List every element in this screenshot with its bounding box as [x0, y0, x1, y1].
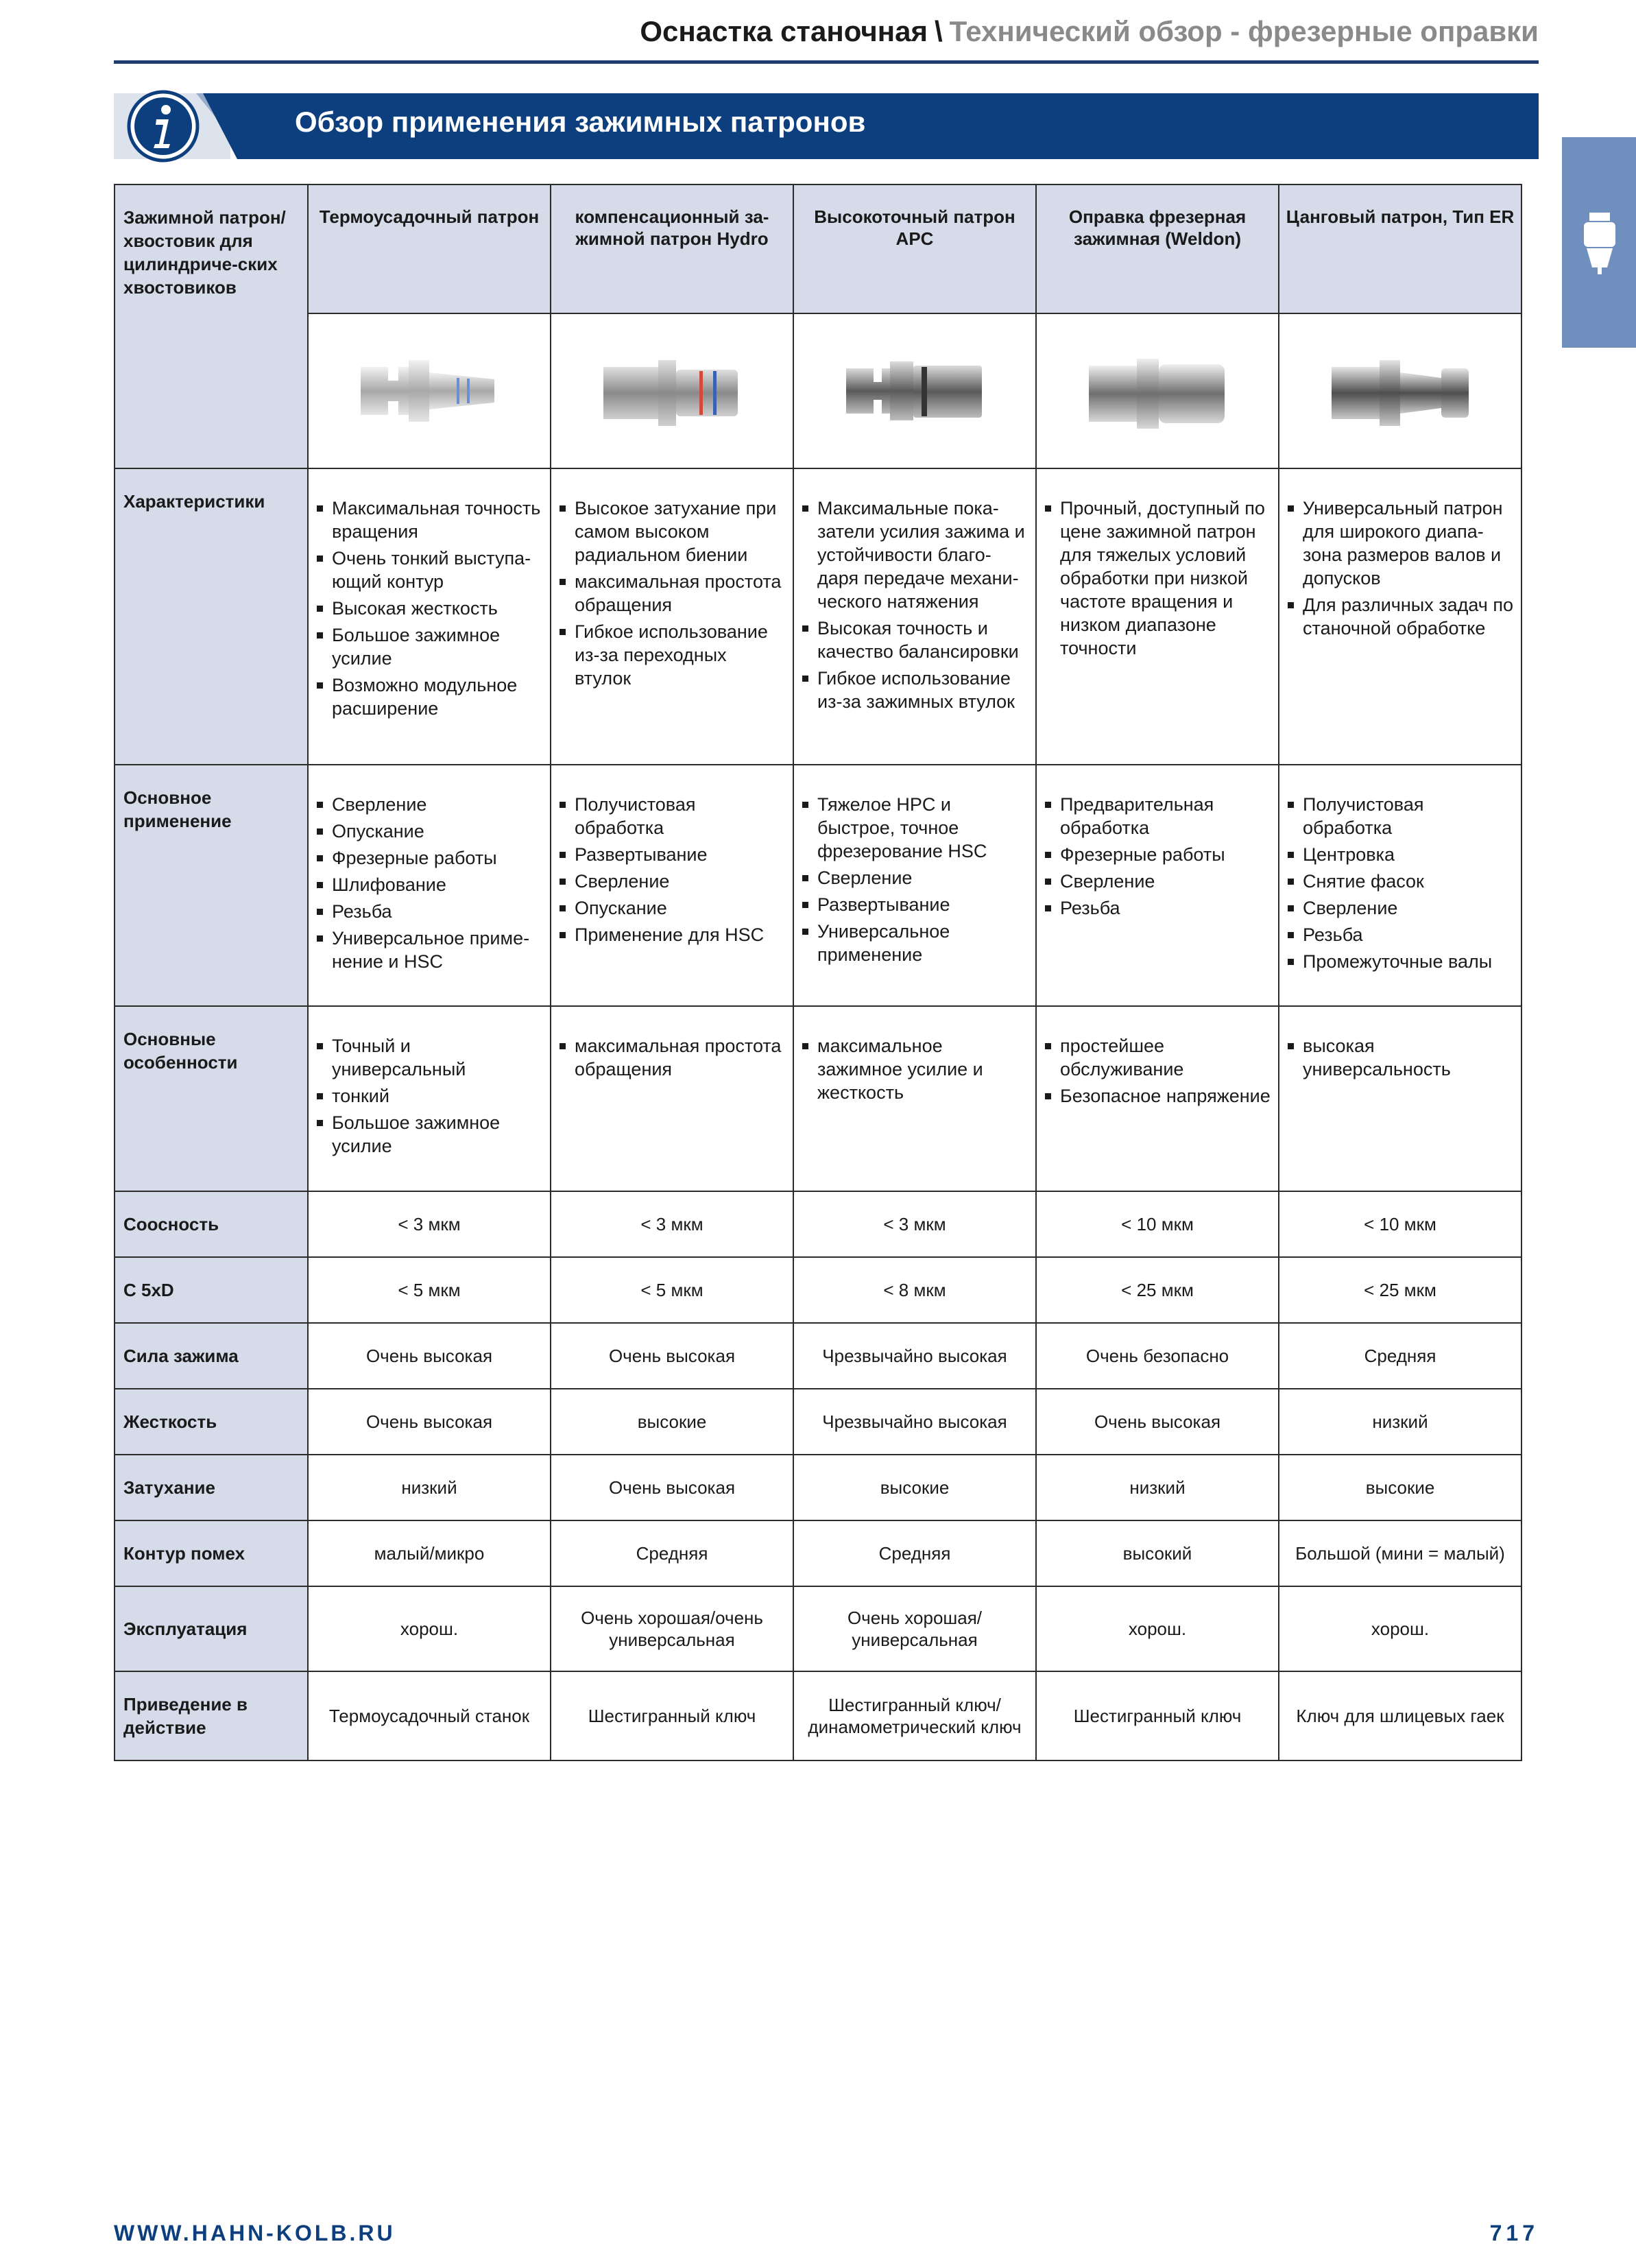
footer-url[interactable]: WWW.HAHN-KOLB.RU [114, 2221, 396, 2245]
table-cell: Шестигранный ключ [551, 1671, 793, 1760]
bullet-list [551, 469, 793, 700]
list-item: Сверление [801, 866, 1028, 890]
bullet-list [1279, 469, 1521, 650]
shrink-chuck-image [308, 313, 551, 468]
list-item: Высокая точность и качество балансировки [801, 617, 1028, 663]
table-cell: малый/микро [308, 1520, 551, 1586]
row-c5xd [115, 1257, 1521, 1323]
list-item: Фрезерные работы [1044, 843, 1271, 866]
cell-list [793, 765, 1036, 1006]
cell-list [308, 1006, 551, 1191]
list-item: Сверление [1286, 896, 1514, 920]
bullet-list [794, 469, 1035, 724]
table-cell: Ключ для шлицевых гаек [1279, 1671, 1521, 1760]
table-cell: Средняя [551, 1520, 793, 1586]
bullet-list [794, 1007, 1035, 1114]
table-cell: хорош. [1279, 1586, 1521, 1671]
header-main-title: Оснастка станочная [640, 15, 928, 47]
table-cell: Очень хорошая/очень универсальная [551, 1586, 793, 1671]
list-item: Универсальное приме-нение и HSC [315, 927, 543, 973]
list-item: максимальная простота обращения [558, 570, 786, 617]
table-cell: < 25 мкм [1036, 1257, 1279, 1323]
table-cell: высокие [793, 1455, 1036, 1520]
row-label: Приведение в действие [115, 1671, 308, 1760]
column-header: Высокоточный патрон APC [793, 184, 1036, 313]
row-concentricity [115, 1191, 1521, 1257]
cell-list [551, 468, 793, 765]
image-row [115, 313, 1521, 468]
table-cell: Очень хорошая/ универсальная [793, 1586, 1036, 1671]
list-item: Снятие фасок [1286, 870, 1514, 893]
list-item: Максимальные пока-затели усилия зажима и устойчивости благо-даря передаче механи-ческого натяжения [801, 497, 1028, 613]
row-main-application [115, 765, 1521, 1006]
table-cell: < 3 мкм [308, 1191, 551, 1257]
list-item: простейшее обслуживание [1044, 1034, 1271, 1081]
er-collet-chuck-image [1279, 313, 1521, 468]
table-cell: < 3 мкм [551, 1191, 793, 1257]
bullet-list [309, 765, 550, 983]
row-actuation [115, 1671, 1521, 1760]
list-item: Большое зажимное усилие [315, 1111, 543, 1158]
cell-list [793, 468, 1036, 765]
table-cell: Очень высокая [551, 1455, 793, 1520]
list-item: Резьба [1044, 896, 1271, 920]
bullet-list [794, 765, 1035, 977]
list-item: Универсальное применение [801, 920, 1028, 966]
row-label: Эксплуатация [115, 1586, 308, 1671]
list-item: максимальное зажимное усилие и жесткость [801, 1034, 1028, 1104]
table-cell: < 10 мкм [1279, 1191, 1521, 1257]
row-label: Сила зажима [115, 1323, 308, 1389]
section-banner [114, 93, 1539, 159]
list-item: Получистовая обработка [558, 793, 786, 839]
list-item: Развертывание [801, 893, 1028, 916]
column-header: компенсационный за-жимной патрон Hydro [551, 184, 793, 313]
cell-list [793, 1006, 1036, 1191]
bullet-list [1037, 1007, 1278, 1118]
row-label: Затухание [115, 1455, 308, 1520]
row-label: Контур помех [115, 1520, 308, 1586]
list-item: тонкий [315, 1084, 543, 1108]
list-item: Высокое затухание при самом высоком радиальном биении [558, 497, 786, 566]
list-item: Опускание [315, 820, 543, 843]
row-interference-contour [115, 1520, 1521, 1586]
list-item: Тяжелое HPC и быстрое, точное фрезерование HSC [801, 793, 1028, 863]
list-item: Высокая жесткость [315, 597, 543, 620]
table-cell: Шестигранный ключ/ динамометрический ключ [793, 1671, 1036, 1760]
info-icon [126, 89, 200, 163]
list-item: Универсальный патрон для широкого диапа-зона размеров валов и допусков [1286, 497, 1514, 590]
table-cell: высокие [1279, 1455, 1521, 1520]
list-item: Сверление [558, 870, 786, 893]
list-item: Максимальная точность вращения [315, 497, 543, 543]
row-label: Основные особенности [115, 1006, 308, 1191]
header-rule [114, 60, 1539, 64]
list-item: максимальная простота обращения [558, 1034, 786, 1081]
list-item: Сверление [315, 793, 543, 816]
bullet-list [1279, 1007, 1521, 1091]
bullet-list [1279, 765, 1521, 983]
overview-table [114, 184, 1522, 1761]
table-cell: Очень высокая [551, 1323, 793, 1389]
table-cell: < 10 мкм [1036, 1191, 1279, 1257]
row-characteristics [115, 468, 1521, 765]
table-cell: Очень высокая [308, 1323, 551, 1389]
table-cell: высокие [551, 1389, 793, 1455]
table-cell: высокий [1036, 1520, 1279, 1586]
cell-list [1036, 765, 1279, 1006]
table-cell: низкий [1036, 1455, 1279, 1520]
hydro-chuck-image [551, 313, 793, 468]
table-cell: Термоусадочный станок [308, 1671, 551, 1760]
row-key-features [115, 1006, 1521, 1191]
list-item: Сверление [1044, 870, 1271, 893]
cell-list [1279, 765, 1521, 1006]
bullet-list [309, 469, 550, 730]
side-tab[interactable] [1562, 137, 1636, 348]
bullet-list [309, 1007, 550, 1168]
row-rigidity [115, 1389, 1521, 1455]
list-item: Возможно модульное расширение [315, 673, 543, 720]
table-cell: Средняя [1279, 1323, 1521, 1389]
table-cell: Чрезвычайно высокая [793, 1323, 1036, 1389]
table-cell: Очень безопасно [1036, 1323, 1279, 1389]
bullet-list [1037, 469, 1278, 670]
apc-chuck-image [793, 313, 1036, 468]
table-cell: Большой (мини = малый) [1279, 1520, 1521, 1586]
table-cell: Средняя [793, 1520, 1036, 1586]
cell-list [1036, 1006, 1279, 1191]
table-cell: < 3 мкм [793, 1191, 1036, 1257]
list-item: Очень тонкий выступа-ющий контур [315, 547, 543, 593]
cell-list [1279, 468, 1521, 765]
table-cell: низкий [1279, 1389, 1521, 1455]
list-item: Резьба [1286, 923, 1514, 946]
banner-title: Обзор применения зажимных патронов [295, 106, 866, 138]
row-clamping-force [115, 1323, 1521, 1389]
header-separator: \ [934, 15, 943, 47]
header-subtitle: Технический обзор - фрезерные оправки [949, 15, 1539, 47]
list-item: Гибкое использование из-за зажимных втулок [801, 667, 1028, 713]
table-cell: Очень высокая [308, 1389, 551, 1455]
list-item: Шлифование [315, 873, 543, 896]
column-header: Термоусадочный патрон [308, 184, 551, 313]
list-item: Фрезерные работы [315, 846, 543, 870]
list-item: Предварительная обработка [1044, 793, 1271, 839]
cell-list [308, 468, 551, 765]
list-item: Резьба [315, 900, 543, 923]
table-cell: хорош. [1036, 1586, 1279, 1671]
row-label: Жесткость [115, 1389, 308, 1455]
table-cell: < 5 мкм [551, 1257, 793, 1323]
page-number: 717 [1489, 2221, 1539, 2245]
bullet-list [551, 1007, 793, 1091]
list-item: Центровка [1286, 843, 1514, 866]
table-cell: Шестигранный ключ [1036, 1671, 1279, 1760]
list-item: Получистовая обработка [1286, 793, 1514, 839]
cell-list [1036, 468, 1279, 765]
corner-label: Зажимной патрон/хвостовик для цилиндриче-ских хвостовиков [115, 184, 308, 468]
list-item: Точный и универсальный [315, 1034, 543, 1081]
cell-list [551, 1006, 793, 1191]
list-item: высокая универсальность [1286, 1034, 1514, 1081]
row-damping [115, 1455, 1521, 1520]
list-item: Безопасное напряжение [1044, 1084, 1271, 1108]
row-label: Соосность [115, 1191, 308, 1257]
cell-list [308, 765, 551, 1006]
weldon-chuck-image [1036, 313, 1279, 468]
list-item: Промежуточные валы [1286, 950, 1514, 973]
cell-list [551, 765, 793, 1006]
table-cell: Очень высокая [1036, 1389, 1279, 1455]
row-label: Характеристики [115, 468, 308, 765]
table-cell: < 25 мкм [1279, 1257, 1521, 1323]
list-item: Применение для HSC [558, 923, 786, 946]
list-item: Прочный, доступный по цене зажимной патрон для тяжелых условий обработки при низкой частоте вращения и низком диапазоне точности [1044, 497, 1271, 660]
list-item: Гибкое использование из-за переходных втулок [558, 620, 786, 690]
cell-list [1279, 1006, 1521, 1191]
row-label: С 5xD [115, 1257, 308, 1323]
table-cell: Чрезвычайно высокая [793, 1389, 1036, 1455]
collet-chuck-icon [1562, 137, 1636, 348]
column-header: Оправка фрезерная зажимная (Weldon) [1036, 184, 1279, 313]
list-item: Опускание [558, 896, 786, 920]
table-cell: < 8 мкм [793, 1257, 1036, 1323]
page-header [114, 15, 1539, 56]
table-cell: < 5 мкм [308, 1257, 551, 1323]
bullet-list [1037, 765, 1278, 930]
list-item: Большое зажимное усилие [315, 623, 543, 670]
table-cell: низкий [308, 1455, 551, 1520]
header-row [115, 184, 1521, 313]
bullet-list [551, 765, 793, 957]
column-header: Цанговый патрон, Тип ER [1279, 184, 1521, 313]
row-operation [115, 1586, 1521, 1671]
list-item: Развертывание [558, 843, 786, 866]
row-label: Основное применение [115, 765, 308, 1006]
table-cell: хорош. [308, 1586, 551, 1671]
list-item: Для различных задач по станочной обработке [1286, 593, 1514, 640]
